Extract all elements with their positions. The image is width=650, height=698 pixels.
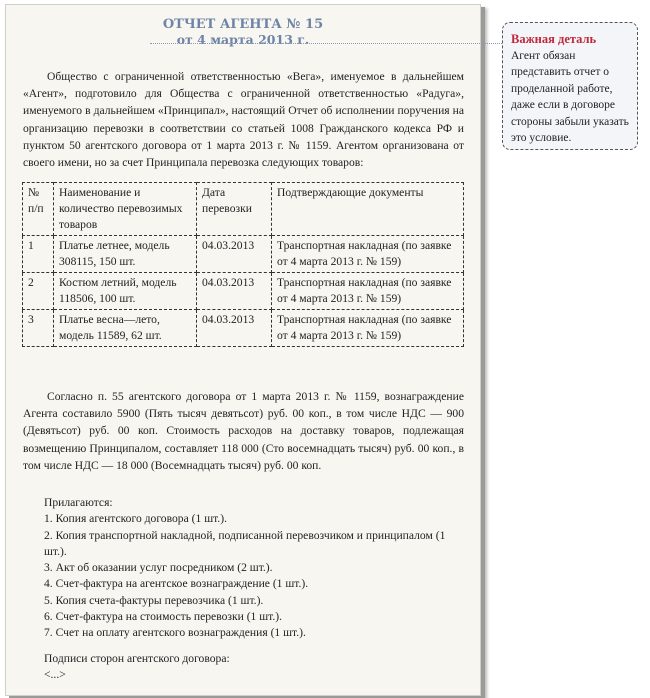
callout-heading: Важная деталь: [511, 32, 597, 46]
cell: 3: [23, 310, 54, 347]
cell: Транспортная накладная (по заявке от 4 марта 2013 г. № 159): [272, 310, 464, 347]
header-cell: № п/п: [23, 183, 54, 236]
cell: Костюм летний, модель 118506, 100 шт.: [54, 273, 197, 310]
document-title: ОТЧЕТ АГЕНТА № 15: [162, 17, 324, 32]
list-item: 4. Счет-фактура на агентское вознаграждение (1 шт.).: [44, 577, 309, 591]
attachments-label: Прилагаются:: [44, 496, 113, 509]
cell: Платье весна—лето, модель 11589, 62 шт.: [54, 310, 197, 347]
list-item: 1. Копия агентского договора (1 шт.).: [44, 512, 227, 526]
cell: 2: [23, 273, 54, 310]
callout-connector: [150, 43, 502, 44]
cell: 04.03.2013: [197, 310, 272, 347]
callout-box: [502, 22, 638, 150]
cell: 1: [23, 236, 54, 273]
list-item: 5. Копия счета-фактуры перевозчика (1 шт.).: [44, 593, 264, 607]
list-item: 7. Счет на оплату агентского вознаграждения (1 шт.).: [44, 626, 306, 640]
callout-text: Агент обязан представить отчет о проделанной работе, даже если в договоре стороны забыли указать это условие.: [511, 49, 629, 144]
attachments-list: [44, 495, 464, 683]
intro-paragraph: Общество с ограниченной ответственностью «Вега», именуемое в дальнейшем «Агент», подготовило для Общества с ограниченной ответственностью «Радуга», именуемого в дальнейшем «Принципал», настоящий Отчет об исполнении поручения на организацию перевозки в соответствии со статьей 1008 Гражданского кодекса РФ и пунктом 50 агентского договора от 1 марта 2013 г. № 1159. Агентом организована от своего имени, но за счет Принципала перевозка следующих товаров:: [23, 70, 464, 170]
cell: Транспортная накладная (по заявке от 4 марта 2013 г. № 159): [272, 273, 464, 310]
fee-paragraph: Согласно п. 55 агентского договора от 1 марта 2013 г. № 1159, вознаграждение Агента составило 5900 (Пять тысяч девятьсот) руб. 00 коп., в том числе НДС — 900 (Девятьсот) руб. 00 коп. Стоимость расходов на доставку товаров, подлежащая возмещению Принципалом, составляет 118 000 (Сто восемнадцать тысяч) руб. 00 коп., в том числе НДС — 18 000 (Восемнадцать тысяч) руб. 00 коп.: [23, 390, 464, 472]
table-row: [23, 310, 464, 347]
list-item: 3. Акт об оказании услуг посредником (2 шт.).: [44, 561, 273, 575]
table-header-row: [23, 183, 464, 236]
cell: 04.03.2013: [197, 273, 272, 310]
table-row: [23, 273, 464, 310]
cell: Платье летнее, модель 308115, 150 шт.: [54, 236, 197, 273]
goods-table: [22, 182, 464, 347]
header-cell: Наименование и количество перевозимых товаров: [54, 183, 197, 236]
document-date: от 4 марта 2013 г.: [176, 32, 310, 47]
cell: 04.03.2013: [197, 236, 272, 273]
list-item: 2. Копия транспортной накладной, подписанной перевозчиком и принципалом (1 шт.).: [44, 528, 446, 558]
list-item: 6. Счет-фактура на стоимость перевозки (1 шт.).: [44, 610, 283, 624]
cell: Транспортная накладная (по заявке от 4 марта 2013 г. № 159): [272, 236, 464, 273]
header-cell: Подтверждающие документы: [272, 183, 464, 236]
header-cell: Дата перевозки: [197, 183, 272, 236]
ellipsis: <...>: [44, 667, 66, 681]
signatures-label: Подписи сторон агентского договора:: [44, 651, 230, 665]
document-page: [5, 4, 481, 696]
table-row: [23, 236, 464, 273]
